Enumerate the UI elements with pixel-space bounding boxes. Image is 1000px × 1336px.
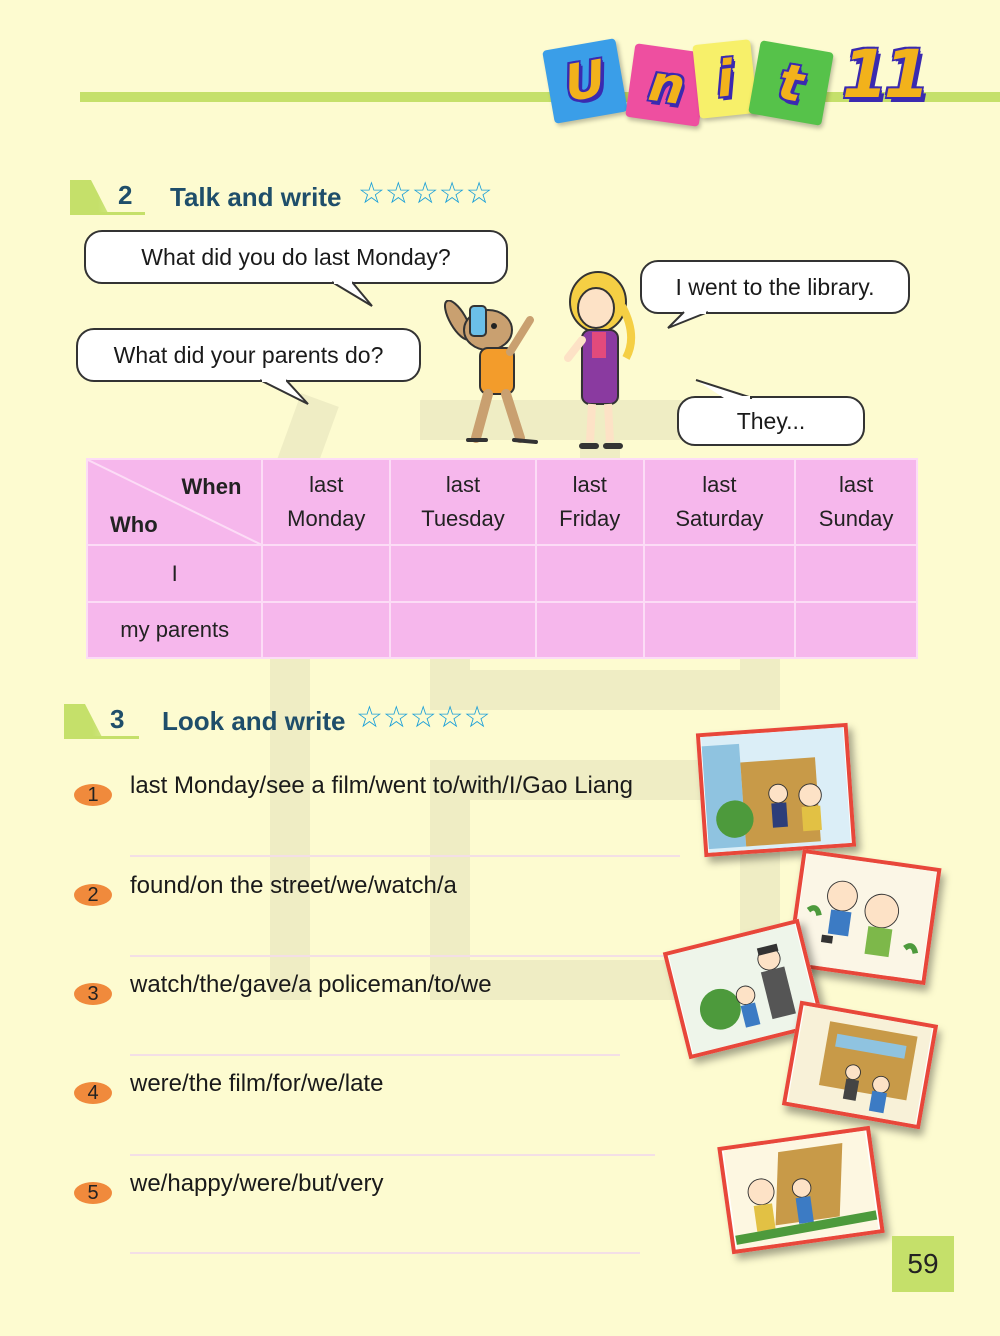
- girl-illustration: [560, 266, 640, 456]
- section-2-header: [70, 177, 530, 216]
- picture-card-5: [717, 1126, 885, 1254]
- unit-letter: t: [774, 52, 808, 114]
- header-line-1: last: [445, 472, 481, 497]
- cinema-scene-illustration: [700, 727, 852, 853]
- column-header-saturday: [644, 459, 796, 545]
- row-label-my-parents: my parents: [87, 602, 262, 658]
- answer-cell[interactable]: [262, 545, 390, 602]
- item-prompt: were/the film/for/we/late: [130, 1070, 384, 1097]
- answer-line[interactable]: [130, 1054, 620, 1056]
- answer-cell[interactable]: [795, 602, 917, 658]
- column-header-monday: [262, 459, 390, 545]
- item-prompt: found/on the street/we/watch/a: [130, 872, 457, 899]
- section-title: Look and write: [162, 706, 346, 736]
- item-number-badge: 4: [74, 1082, 112, 1104]
- answer-cell[interactable]: [390, 545, 536, 602]
- column-header-sunday: [795, 459, 917, 545]
- bubble-text: What did your parents do?: [113, 341, 384, 368]
- unit-tile-t: [748, 40, 834, 126]
- header-line-1: last: [572, 472, 607, 497]
- item-number-badge: 2: [74, 884, 112, 906]
- answer-cell[interactable]: [795, 545, 917, 602]
- bubble-text: What did you do last Monday?: [141, 243, 451, 270]
- activity-table: [86, 458, 918, 659]
- bubble-tail: [694, 378, 754, 400]
- bubble-tail: [664, 310, 714, 330]
- unit-letter: U: [559, 48, 611, 114]
- bubble-text: I went to the library.: [675, 273, 875, 300]
- answer-line[interactable]: [130, 1154, 655, 1156]
- answer-line[interactable]: [130, 855, 680, 857]
- unit-number: 11: [842, 36, 926, 113]
- section-tab-rule: [64, 736, 139, 739]
- answer-line[interactable]: [130, 955, 670, 957]
- unit-letter: i: [713, 49, 737, 109]
- unit-title: [548, 28, 968, 128]
- exercise-item: [74, 1170, 694, 1216]
- section-tab-rule: [70, 212, 145, 215]
- unit-tile-i: [692, 39, 757, 119]
- item-prompt: watch/the/gave/a policeman/to/we: [130, 971, 492, 998]
- difficulty-stars-icon: ☆☆☆☆☆: [358, 177, 493, 210]
- answer-cell[interactable]: [262, 602, 390, 658]
- table-row: [87, 602, 917, 658]
- answer-cell[interactable]: [644, 545, 796, 602]
- difficulty-stars-icon: ☆☆☆☆☆: [356, 701, 491, 734]
- header-line-2: Sunday: [818, 506, 894, 531]
- answer-cell[interactable]: [536, 602, 644, 658]
- bubble-text: They...: [736, 407, 806, 434]
- column-header-friday: [536, 459, 644, 545]
- unit-letter: n: [645, 53, 689, 117]
- item-number-badge: 5: [74, 1182, 112, 1204]
- speech-bubble-answer-1: [640, 260, 910, 314]
- page-number: 59: [892, 1236, 954, 1292]
- exercise-item: [74, 872, 694, 918]
- section-title: Talk and write: [170, 182, 342, 212]
- item-prompt: last Monday/see a film/went to/with/I/Gao Liang: [130, 772, 633, 799]
- answer-line[interactable]: [130, 1252, 640, 1254]
- exercise-item: [74, 1070, 694, 1116]
- item-number-badge: 3: [74, 983, 112, 1005]
- exercise-item: [74, 971, 694, 1017]
- row-label-i: I: [87, 545, 262, 602]
- item-number-badge: 1: [74, 784, 112, 806]
- exercise-item: [74, 772, 694, 818]
- corner-when-label: When: [181, 474, 242, 499]
- header-line-2: Saturday: [675, 506, 764, 531]
- table-corner-cell: [87, 459, 262, 545]
- bubble-tail: [330, 280, 380, 310]
- header-line-1: last: [838, 472, 874, 497]
- table-row: [87, 545, 917, 602]
- found-watch-illustration: [791, 853, 937, 980]
- speech-bubble-answer-2: [677, 396, 865, 446]
- bubble-tail: [258, 378, 314, 408]
- answer-cell[interactable]: [390, 602, 536, 658]
- section-number: 2: [118, 180, 133, 210]
- section-number: 3: [110, 704, 125, 734]
- corner-who-label: Who: [110, 512, 158, 537]
- picture-card-1: [696, 723, 856, 857]
- header-line-2: Monday: [287, 506, 366, 531]
- header-line-1: last: [309, 472, 344, 497]
- speech-bubble-question-1: [84, 230, 508, 284]
- speech-bubble-question-2: [76, 328, 421, 382]
- header-line-2: Friday: [559, 506, 621, 531]
- item-prompt: we/happy/were/but/very: [130, 1170, 384, 1197]
- header-line-2: Tuesday: [421, 506, 505, 531]
- header-line-1: last: [702, 472, 737, 497]
- rabbit-illustration: [430, 300, 550, 450]
- unit-tile-u: [542, 38, 628, 124]
- answer-cell[interactable]: [644, 602, 796, 658]
- section-3-header: [64, 701, 524, 740]
- happy-children-illustration: [722, 1130, 880, 1249]
- answer-cell[interactable]: [536, 545, 644, 602]
- column-header-tuesday: [390, 459, 536, 545]
- picture-card-4: [782, 1001, 938, 1130]
- late-for-film-illustration: [786, 1005, 933, 1124]
